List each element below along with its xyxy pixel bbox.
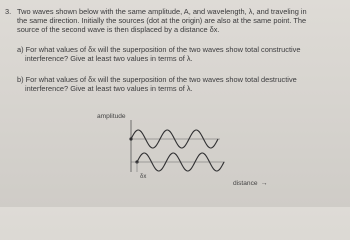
distance-label: distance <box>233 180 258 187</box>
amplitude-label: amplitude <box>97 113 126 120</box>
source-dot-1 <box>129 137 132 140</box>
arrow-right-icon: → <box>260 180 268 187</box>
part-a-line-1: a) For what values of δx will the superposition of the two waves show total constructive <box>17 45 301 54</box>
intro-line-1: Two waves shown below with the same amplitude, A, and wavelength, λ, and traveling in <box>17 7 307 16</box>
intro-line-2: the same direction. Initially the sources (dot at the origin) are also at the same point. The <box>17 16 307 25</box>
part-b-line-1: b) For what values of δx will the superposition of the two waves show total destructive <box>17 75 297 84</box>
part-a-line-2: interference? Give at least two values in terms of λ. <box>25 54 193 63</box>
displacement-label: δx <box>140 174 147 180</box>
part-b-line-2: interference? Give at least two values in terms of λ. <box>25 84 193 93</box>
question-number: 3. <box>5 7 12 16</box>
intro-line-3: source of the second wave is then displaced by a distance δx. <box>17 25 220 34</box>
distance-axis-label <box>233 180 268 187</box>
